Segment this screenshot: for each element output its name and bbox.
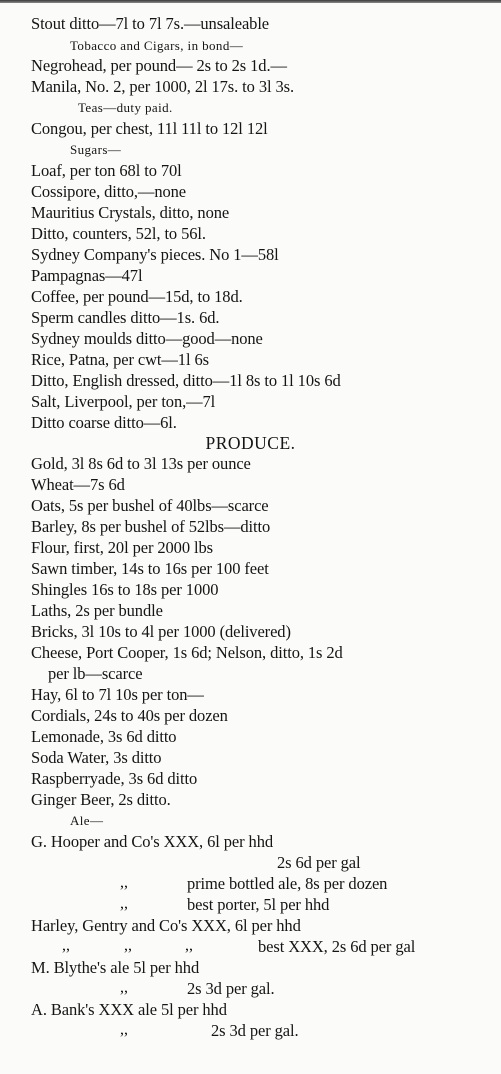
price-line: Laths, 2s per bundle [31, 601, 163, 620]
price-line: G. Hooper and Co's XXX, 6l per hhd [31, 832, 273, 851]
price-line: Sawn timber, 14s to 16s per 100 feet [31, 559, 269, 578]
ditto-mark: ,, [62, 937, 70, 954]
top-rule [0, 0, 501, 3]
price-line: Harley, Gentry and Co's XXX, 6l per hhd [31, 916, 301, 935]
price-line: per lb—scarce [48, 664, 143, 683]
section-heading: Tobacco and Cigars, in bond— [70, 38, 244, 53]
price-line: Coffee, per pound—15d, to 18d. [31, 287, 243, 306]
price-line: Flour, first, 20l per 2000 lbs [31, 538, 213, 557]
price-line: Barley, 8s per bushel of 52lbs—ditto [31, 517, 271, 536]
price-line: Sydney Company's pieces. No 1—58l [31, 245, 279, 264]
price-line: Sperm candles ditto—1s. 6d. [31, 308, 220, 327]
price-line: Oats, 5s per bushel of 40lbs—scarce [31, 496, 269, 515]
price-line: Sydney moulds ditto—good—none [31, 329, 263, 348]
price-line: Mauritius Crystals, ditto, none [31, 203, 230, 222]
price-line: Raspberryade, 3s 6d ditto [31, 769, 198, 788]
price-line: best XXX, 2s 6d per gal [258, 937, 416, 956]
price-line: Ditto, counters, 52l, to 56l. [31, 224, 206, 243]
price-line: Salt, Liverpool, per ton,—7l [31, 392, 216, 411]
price-line: Ditto coarse ditto—6l. [31, 413, 177, 432]
ditto-mark: ,, [120, 979, 128, 996]
section-heading: Sugars— [70, 142, 122, 157]
ditto-mark: ,, [120, 895, 128, 912]
produce-heading: PRODUCE. [205, 433, 296, 453]
section-heading: Teas—duty paid. [78, 100, 173, 115]
ditto-mark: ,, [124, 937, 132, 954]
price-line: 2s 6d per gal [277, 853, 361, 872]
price-line: A. Bank's XXX ale 5l per hhd [31, 1000, 227, 1019]
price-line: Hay, 6l to 7l 10s per ton— [31, 685, 204, 704]
price-line: prime bottled ale, 8s per dozen [187, 874, 388, 893]
ditto-mark: ,, [185, 937, 193, 954]
price-line: Ginger Beer, 2s ditto. [31, 790, 171, 809]
price-line: 2s 3d per gal. [211, 1021, 299, 1040]
price-line: Bricks, 3l 10s to 4l per 1000 (delivered) [31, 622, 291, 641]
price-line: Ditto, English dressed, ditto—1l 8s to 1l 10s 6d [31, 371, 341, 390]
price-line: best porter, 5l per hhd [187, 895, 330, 914]
price-line: Cossipore, ditto,—none [31, 182, 187, 201]
price-line: Shingles 16s to 18s per 1000 [31, 580, 219, 599]
price-line: Lemonade, 3s 6d ditto [31, 727, 177, 746]
price-line: Pampagnas—47l [31, 266, 143, 285]
ditto-mark: ,, [120, 874, 128, 891]
price-line: Manila, No. 2, per 1000, 2l 17s. to 3l 3s. [31, 77, 294, 96]
price-line: Negrohead, per pound— 2s to 2s 1d.— [31, 56, 287, 75]
price-line: 2s 3d per gal. [187, 979, 275, 998]
price-line: Cordials, 24s to 40s per dozen [31, 706, 228, 725]
price-line: Stout ditto—7l to 7l 7s.—unsaleable [31, 14, 270, 33]
price-line: Wheat—7s 6d [31, 475, 125, 494]
price-line: Rice, Patna, per cwt—1l 6s [31, 350, 209, 369]
price-line: Gold, 3l 8s 6d to 3l 13s per ounce [31, 454, 251, 473]
price-line: Cheese, Port Cooper, 1s 6d; Nelson, ditto, 1s 2d [31, 643, 343, 662]
price-line: Soda Water, 3s ditto [31, 748, 162, 767]
price-line: M. Blythe's ale 5l per hhd [31, 958, 200, 977]
section-heading: Ale— [70, 813, 104, 828]
ditto-mark: ,, [120, 1021, 128, 1038]
price-line: Congou, per chest, 11l 11l to 12l 12l [31, 119, 268, 138]
price-line: Loaf, per ton 68l to 70l [31, 161, 182, 180]
